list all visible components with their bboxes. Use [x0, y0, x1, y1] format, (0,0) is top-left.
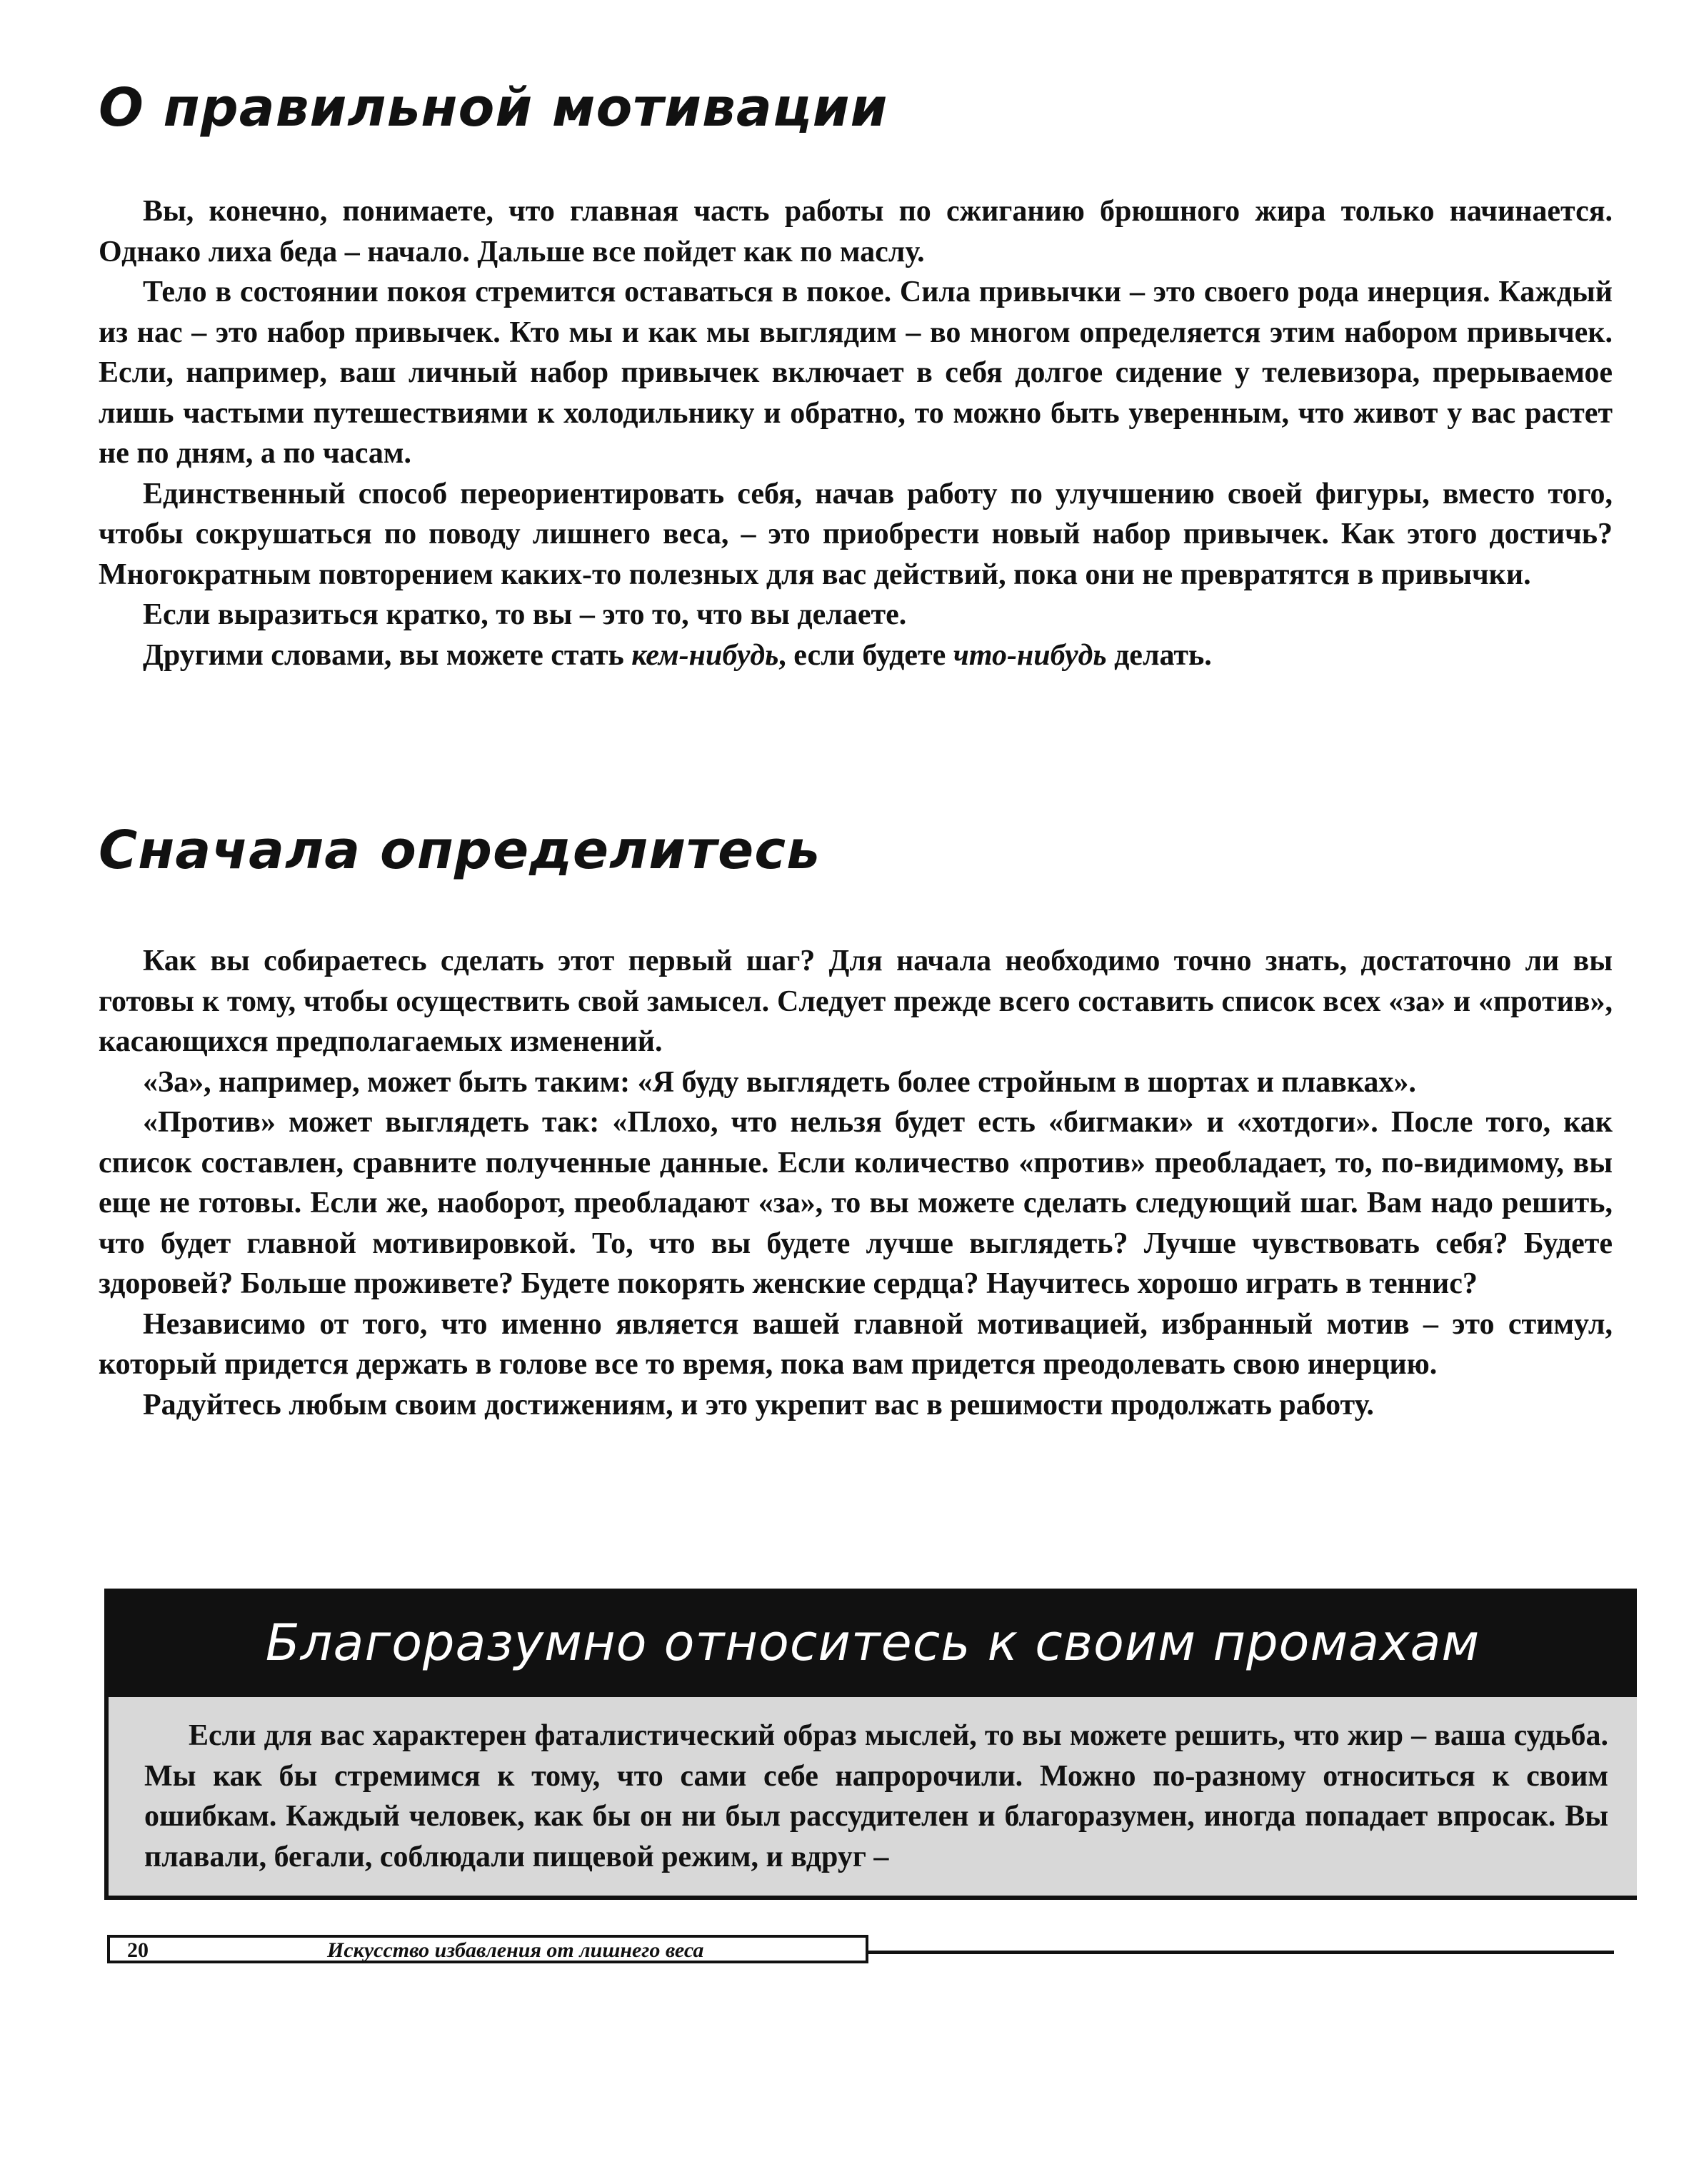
paragraph: «За», например, может быть таким: «Я буду выглядеть более стройным в шортах и плавках». — [143, 1065, 1416, 1099]
sidebar-box — [104, 1589, 1637, 1900]
footer-label — [107, 1935, 868, 1963]
emphasis-text: что-нибудь — [953, 638, 1107, 672]
sidebar-text — [109, 1697, 1637, 1877]
page-footer — [107, 1935, 1614, 1963]
section-heading-decide-first: Сначала определитесь — [99, 820, 821, 881]
running-title: Искусство избавления от лишнего веса — [327, 1938, 704, 1962]
paragraph: Радуйтесь любым своим достижениям, и это укрепит вас в решимости продолжать работу. — [143, 1388, 1374, 1421]
page-number: 20 — [127, 1938, 149, 1962]
emphasis-text: кем-нибудь — [631, 638, 779, 672]
paragraph: «Против» может выглядеть так: «Плохо, что нельзя будет есть «бигмаки» и «хотдоги». После того, как список составлен, сравните полученные данные. Если количество «против» преобладает, то, по-видимому, вы еще не готовы. Если же, наоборот, преобладают «за», то вы можете сделать следующий шаг. Вам надо решить, что будет главной мотивировкой. То, что вы будете лучше выглядеть? Лучше чувствовать себя? Будете здоровей? Больше проживете? Будете покорять женские сердца? Научитесь хорошо играть в теннис? — [99, 1106, 1613, 1300]
paragraph: Как вы собираетесь сделать этот первый шаг? Для начала необходимо точно знать, достаточно ли вы готовы к тому, чтобы осуществить свой замысел. Следует прежде всего составить список всех «за» и «против», касающихся предполагаемых изменений. — [99, 945, 1613, 1058]
paragraph-with-emphasis — [99, 635, 1613, 676]
text-run: , если будете — [778, 638, 953, 672]
paragraph: Если для вас характерен фаталистический образ мыслей, то вы можете решить, что жир – ваша судьба. Мы как бы стремимся к тому, что сами себе напророчили. Можно по-разному относиться к своим ошибкам. Каждый человек, как бы он ни был рассудителен и благоразумен, иногда попадает впросак. Вы плавали, бегали, соблюдали пищевой режим, и вдруг – — [144, 1719, 1608, 1873]
text-run: Другими словами, вы можете стать — [143, 638, 632, 672]
paragraph: Вы, конечно, понимаете, что главная часть работы по сжиганию брюшного жира только начинается. Однако лиха беда – начало. Дальше все пойдет как по маслу. — [99, 195, 1613, 268]
section-body-decide-first — [99, 941, 1613, 1425]
paragraph: Единственный способ переориентировать себя, начав работу по улучшению своей фигуры, вместо того, чтобы сокрушаться по поводу лишнего веса, – это приобрести новый набор привычек. Как этого достичь? Многократным повторением каких-то полезных для вас действий, пока они не превратятся в привычки. — [99, 477, 1613, 591]
sidebar-title: Благоразумно относитесь к своим промахам — [109, 1589, 1637, 1697]
paragraph: Независимо от того, что именно является вашей главной мотивацией, избранный мотив – это стимул, который придется держать в голове все то время, пока вам придется преодолевать свою инерцию. — [99, 1307, 1613, 1381]
text-run: делать. — [1106, 638, 1212, 672]
section-body-motivation — [99, 191, 1613, 675]
paragraph: Тело в состоянии покоя стремится оставаться в покое. Сила привычки – это своего рода инерция. Каждый из нас – это набор привычек. Кто мы и как мы выглядим – во многом определяется этим набором привычек. Если, например, ваш личный набор привычек включает в себя долгое сидение у телевизора, прерываемое лишь частыми путешествиями к холодильнику и обратно, то можно быть уверенным, что живот у вас растет не по дням, а по часам. — [99, 276, 1613, 470]
section-heading-motivation: О правильной мотивации — [99, 77, 888, 139]
paragraph: Если выразиться кратко, то вы – это то, что вы делаете. — [143, 598, 907, 631]
